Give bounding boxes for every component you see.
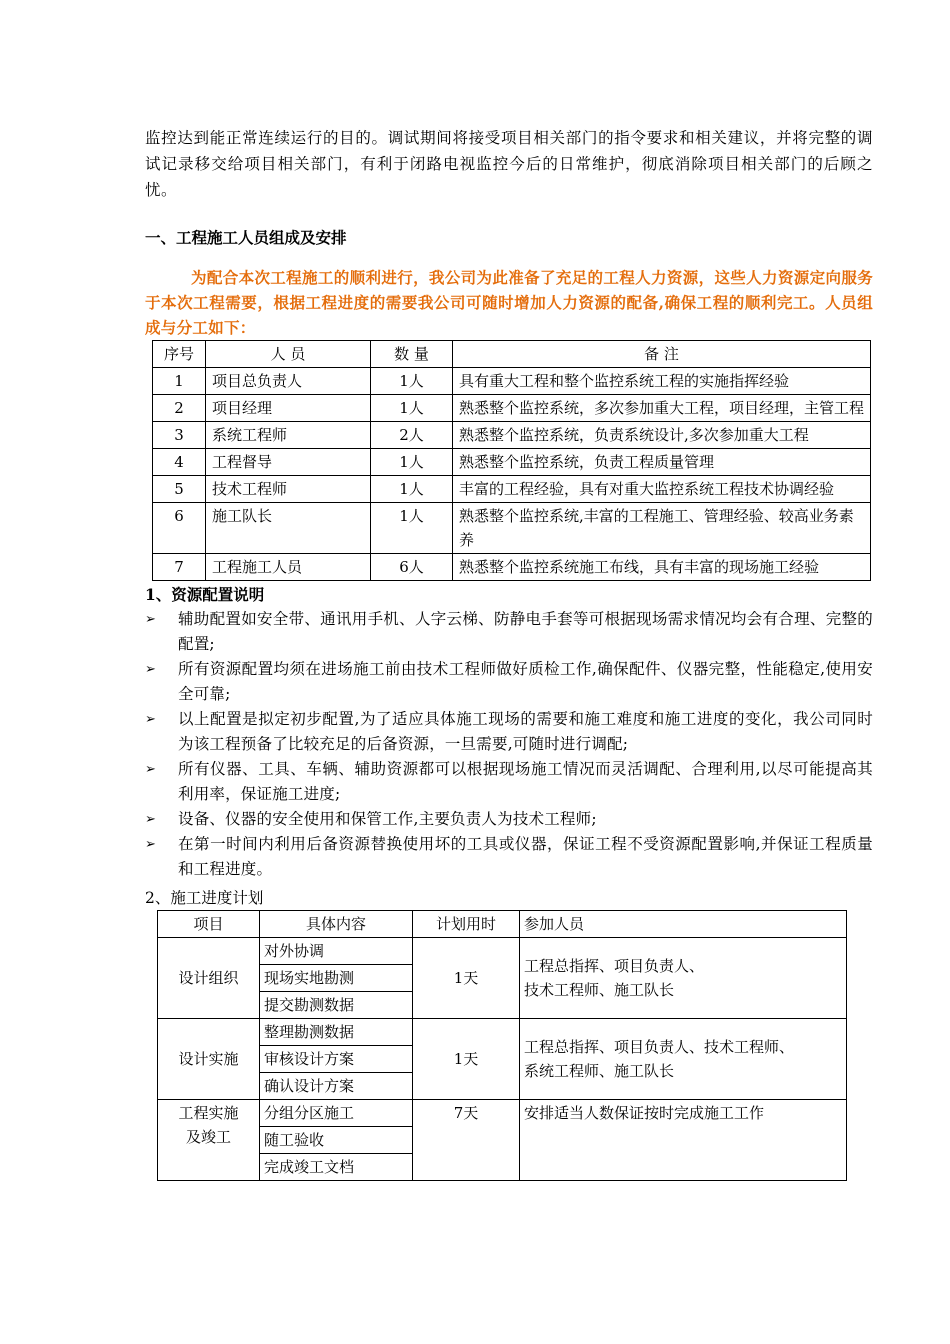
cell-index: 3	[153, 422, 206, 449]
cell-count: 1人	[371, 368, 453, 395]
section2-heading: 1、资源配置说明	[145, 585, 265, 604]
list-item-text: 所有资源配置均须在进场施工前由技术工程师做好质检工作,确保配件、仪器完整，性能稳定,使用安全可靠;	[178, 660, 873, 703]
cell-content: 审核设计方案	[260, 1046, 413, 1073]
cell-index: 5	[153, 476, 206, 503]
table-row	[153, 422, 871, 449]
arrow-bullet-icon: ➢	[145, 712, 157, 727]
arrow-bullet-icon: ➢	[145, 662, 157, 677]
cell-note: 熟悉整个监控系统，多次参加重大工程，项目经理，主管工程	[453, 395, 871, 422]
cell-index: 6	[153, 503, 206, 554]
cell-count: 6人	[371, 554, 453, 581]
section1-heading: 一、工程施工人员组成及安排	[145, 228, 347, 247]
cell-duration: 1天	[413, 1019, 520, 1100]
list-item-text: 所有仪器、工具、车辆、辅助资源都可以根据现场施工情况而灵活调配、合理利用,以尽可能提高其利用率，保证施工进度;	[178, 760, 873, 803]
cell-project	[158, 1100, 260, 1181]
table-header-row	[153, 341, 871, 368]
arrow-bullet-icon: ➢	[145, 762, 157, 777]
table-row	[153, 476, 871, 503]
cell-staff	[520, 1019, 847, 1100]
cell-role: 项目经理	[206, 395, 371, 422]
cell-staff	[520, 938, 847, 1019]
list-item	[145, 657, 873, 707]
cell-project: 设计组织	[158, 938, 260, 1019]
schedule-table	[157, 910, 847, 1181]
cell-content: 确认设计方案	[260, 1073, 413, 1100]
cell-content: 完成竣工文档	[260, 1154, 413, 1181]
cell-content: 随工验收	[260, 1127, 413, 1154]
cell-content: 分组分区施工	[260, 1100, 413, 1127]
staff-line: 系统工程师、施工队长	[524, 1062, 675, 1080]
list-item	[145, 807, 873, 832]
header-cell: 计划用时	[413, 911, 520, 938]
header-cell: 人 员	[206, 341, 371, 368]
list-item-text: 在第一时间内利用后备资源替换使用坏的工具或仪器，保证工程不受资源配置影响,并保证工程质量和工程进度。	[178, 835, 873, 878]
arrow-bullet-icon: ➢	[145, 812, 157, 827]
staff-line: 技术工程师、施工队长	[524, 981, 675, 999]
cell-note: 熟悉整个监控系统，负责系统设计,多次参加重大工程	[453, 422, 871, 449]
staff-table	[152, 340, 871, 581]
cell-duration: 1天	[413, 938, 520, 1019]
table-row	[153, 368, 871, 395]
cell-note: 具有重大工程和整个监控系统工程的实施指挥经验	[453, 368, 871, 395]
staff-line: 工程总指挥、项目负责人、	[524, 957, 705, 975]
cell-note: 熟悉整个监控系统,丰富的工程施工、管理经验、较高业务素养	[453, 503, 871, 554]
cell-count: 2人	[371, 422, 453, 449]
table-row	[153, 395, 871, 422]
cell-count: 1人	[371, 476, 453, 503]
cell-role: 施工队长	[206, 503, 371, 554]
cell-role: 项目总负责人	[206, 368, 371, 395]
cell-content: 整理勘测数据	[260, 1019, 413, 1046]
cell-staff: 安排适当人数保证按时完成施工工作	[520, 1100, 847, 1181]
cell-index: 1	[153, 368, 206, 395]
list-item	[145, 707, 873, 757]
list-item-text: 辅助配置如安全带、通讯用手机、人字云梯、防静电手套等可根据现场需求情况均会有合理、完整的配置;	[178, 610, 873, 653]
cell-content: 现场实地勘测	[260, 965, 413, 992]
arrow-bullet-icon: ➢	[145, 837, 157, 852]
cell-role: 系统工程师	[206, 422, 371, 449]
cell-index: 4	[153, 449, 206, 476]
header-cell: 具体内容	[260, 911, 413, 938]
document-page	[145, 125, 873, 1181]
list-item	[145, 757, 873, 807]
table-row	[153, 449, 871, 476]
highlighted-paragraph: 为配合本次工程施工的顺利进行，我公司为此准备了充足的工程人力资源，这些人力资源定向服务于本次工程需要，根据工程进度的需要我公司可随时增加人力资源的配备,确保工程的顺利完工。人员组成与分工如下：	[145, 268, 873, 337]
cell-project: 设计实施	[158, 1019, 260, 1100]
table-row	[153, 554, 871, 581]
table-row	[153, 503, 871, 554]
intro-paragraph: 监控达到能正常连续运行的目的。调试期间将接受项目相关部门的指令要求和相关建议，并将完整的调试记录移交给项目相关部门，有利于闭路电视监控今后的日常维护，彻底消除项目相关部门的后顾之忧。	[145, 129, 873, 199]
table-row	[158, 1019, 847, 1046]
cell-note: 熟悉整个监控系统施工布线，具有丰富的现场施工经验	[453, 554, 871, 581]
table-header-row	[158, 911, 847, 938]
cell-count: 1人	[371, 449, 453, 476]
table-row	[158, 938, 847, 965]
cell-note: 丰富的工程经验，具有对重大监控系统工程技术协调经验	[453, 476, 871, 503]
cell-content: 对外协调	[260, 938, 413, 965]
cell-duration: 7天	[413, 1100, 520, 1181]
arrow-bullet-icon: ➢	[145, 612, 157, 627]
list-item	[145, 832, 873, 882]
list-item-text: 以上配置是拟定初步配置,为了适应具体施工现场的需要和施工难度和施工进度的变化，我公司同时为该工程预备了比较充足的后备资源，一旦需要,可随时进行调配;	[178, 710, 873, 753]
cell-index: 7	[153, 554, 206, 581]
list-item-text: 设备、仪器的安全使用和保管工作,主要负责人为技术工程师;	[178, 810, 597, 828]
cell-note: 熟悉整个监控系统，负责工程质量管理	[453, 449, 871, 476]
header-cell: 参加人员	[520, 911, 847, 938]
cell-index: 2	[153, 395, 206, 422]
cell-role: 技术工程师	[206, 476, 371, 503]
staff-line: 工程总指挥、项目负责人、技术工程师、	[524, 1038, 795, 1056]
section3-heading: 2、施工进度计划	[145, 889, 264, 907]
list-item	[145, 607, 873, 657]
header-cell: 项目	[158, 911, 260, 938]
cell-role: 工程施工人员	[206, 554, 371, 581]
header-cell: 数 量	[371, 341, 453, 368]
resource-bullet-list	[145, 607, 873, 882]
cell-count: 1人	[371, 503, 453, 554]
project-line: 工程实施	[178, 1104, 239, 1122]
table-row	[158, 1100, 847, 1127]
project-line: 及竣工	[185, 1128, 231, 1146]
cell-role: 工程督导	[206, 449, 371, 476]
header-cell: 序号	[153, 341, 206, 368]
cell-content: 提交勘测数据	[260, 992, 413, 1019]
header-cell: 备 注	[453, 341, 871, 368]
cell-count: 1人	[371, 395, 453, 422]
